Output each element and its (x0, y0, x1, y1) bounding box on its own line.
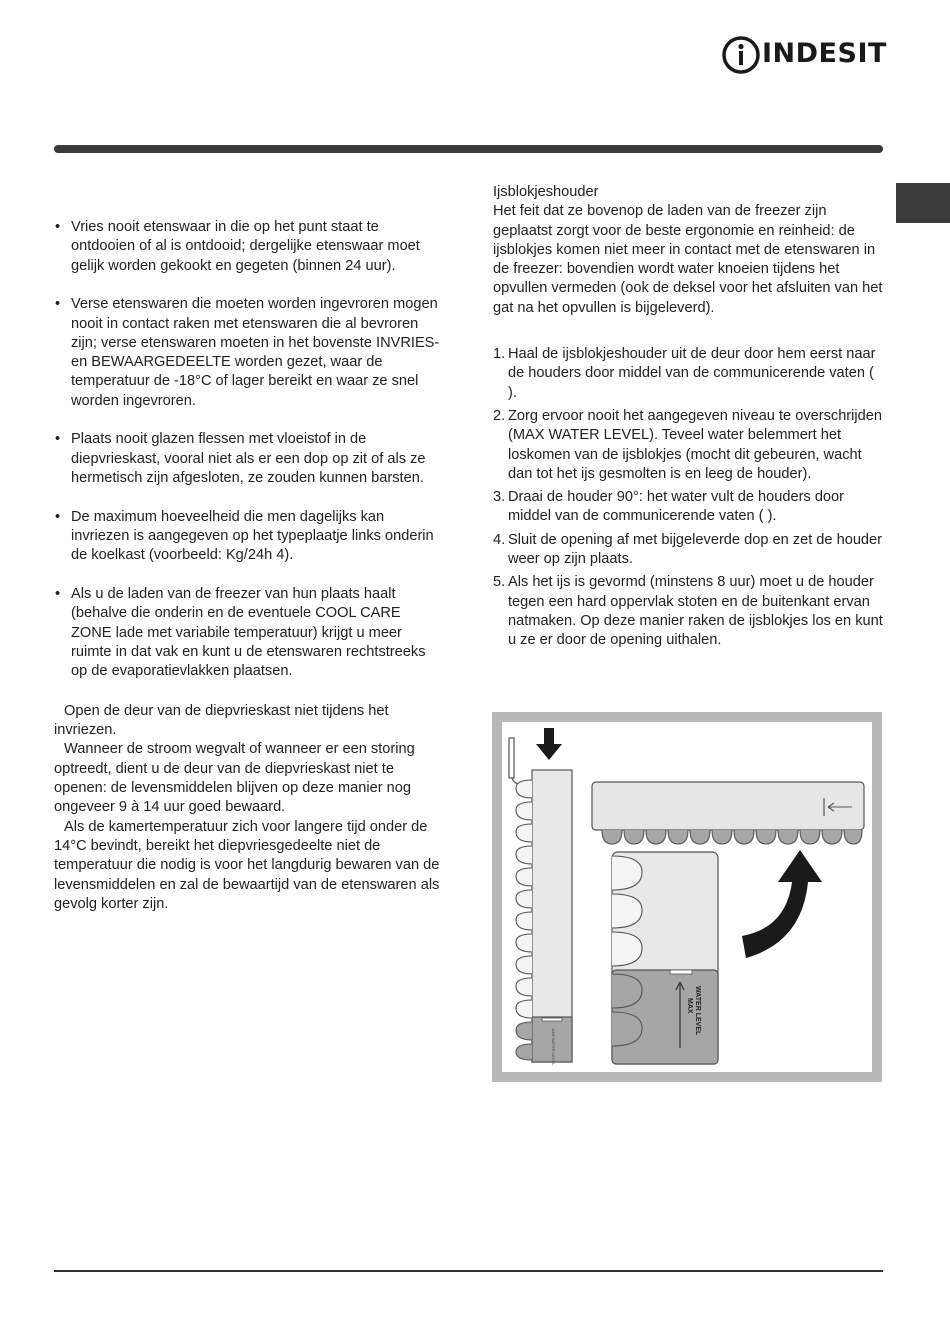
curved-arrow-icon (742, 850, 822, 958)
paragraph: Wanneer de stroom wegvalt of wanneer er een storing optreedt, dient u de deur van de diepvrieskast niet te openen: de levensmiddelen blijven op deze manier nog ongeveer 9 à 14 uur goed bewaard. (54, 741, 415, 816)
small-max-water-label: MAX WATER LEVEL (551, 1028, 556, 1066)
illustration-canvas (502, 722, 872, 1072)
step-number: 5. (493, 574, 506, 591)
step-item (493, 531, 885, 570)
brand-name: INDESIT (762, 38, 887, 69)
intro-paragraph: Het feit dat ze bovenop de laden van de freezer zijn geplaatst zorgt voor de beste ergonomie en reinheid: de ijsblokjes komen niet meer in contact met de etenswaren in de freezer: bovendien wordt water knoeien tijdens het opvullen vermeden (ook de deksel voor het afsluiten van het gat na het opvullen is bijgeleverd). (493, 203, 883, 316)
section-title: Ijsblokjeshouder (493, 184, 599, 200)
step-text: Sluit de opening af met bijgeleverde dop en zet de houder weer op zijn plaats. (508, 531, 883, 568)
step-number: 3. (493, 489, 506, 506)
step-number: 2. (493, 407, 506, 424)
header-rule (54, 145, 883, 153)
section-tab (896, 183, 950, 223)
step-item (493, 488, 885, 527)
bullet-item: • De maximum hoeveelheid die men dagelijks kan invriezen is aangegeven op het typeplaatje links onderin de koelkast (voorbeeld: Kg/24h 4). (54, 508, 442, 566)
step-text: Als het ijs is gevormd (minstens 8 uur) moet u de houder tegen een hard oppervlak stoten en de buitenkant ervan natmaken. Op deze manier raken de ijsblokjes los en kunt u ze er door de opening uithalen. (508, 574, 883, 649)
tilted-tray (612, 852, 718, 1064)
step-text: Draai de houder 90°: het water vult de houders door middel van de communicerende vaten ( ). (508, 489, 845, 525)
step-text: Haal de ijsblokjeshouder uit de deur door hem eerst naar de houders door middel van de communicerende vaten ( ). (508, 346, 876, 401)
max-label: MAX (686, 998, 693, 1014)
bullet-item: • Verse etenswaren die moeten worden ingevroren mogen nooit in contact raken met etenswaren die al bevroren zijn; verse etenswaren moeten in het bovenste INVRIES- en BEWAARGEDEELTE worden gezet, waar de temperatuur de -18°C of lager bereikt en waar ze snel worden ingevroren. (54, 295, 442, 411)
step-item (493, 573, 885, 650)
ice-tray-illustration (492, 712, 882, 1082)
step-number: 1. (493, 346, 506, 363)
step-number: 4. (493, 531, 506, 548)
bullet-item: • Vries nooit etenswaar in die op het punt staat te ontdooien of al is ontdooid; dergelijke etenswaar moet gelijk worden gekookt en gegeten (binnen 24 uur). (54, 218, 442, 276)
horizontal-tray (592, 782, 864, 844)
arrow-down-icon (536, 728, 562, 760)
water-level-label: WATER LEVEL (694, 986, 701, 1036)
ice-tray-drawing (502, 722, 872, 1072)
left-column (54, 218, 442, 914)
vertical-tray (516, 770, 572, 1062)
step-item (493, 345, 885, 403)
paragraph: Als de kamertemperatuur zich voor langere tijd onder de 14°C bevindt, bereikt het diepvriesgedeelte niet de temperatuur die nodig is voor het langdurig bewaren van de levensmiddelen en zal de bewaartijd van de etenswaren als gevolg korter zijn. (54, 818, 440, 912)
bullet-item: • Plaats nooit glazen flessen met vloeistof in de diepvrieskast, vooral niet als er een dop op zit of als ze hermetisch zijn afgesloten, ze zouden kunnen barsten. (54, 430, 442, 488)
bullet-item: • Als u de laden van de freezer van hun plaats haalt (behalve die onderin en de eventuele COOL CARE ZONE lade met variabile temperatuur) krijgt u meer ruimte in dat vak en kunt u de etenswaren rechtstreeks op de evaporatievlakken plaatsen. (54, 585, 442, 681)
step-text: Zorg ervoor nooit het aangegeven niveau te overschrijden (MAX WATER LEVEL). Teveel water belemmert het loskomen van de ijsblokjes (mocht dit gebeuren, wacht dan tot het ijs gesmolten is en leeg de houder). (508, 407, 883, 482)
footer-rule (54, 1270, 883, 1272)
step-item (493, 407, 885, 484)
right-column (493, 183, 885, 655)
paragraph: Open de deur van de diepvrieskast niet tijdens het invriezen. (54, 702, 389, 739)
